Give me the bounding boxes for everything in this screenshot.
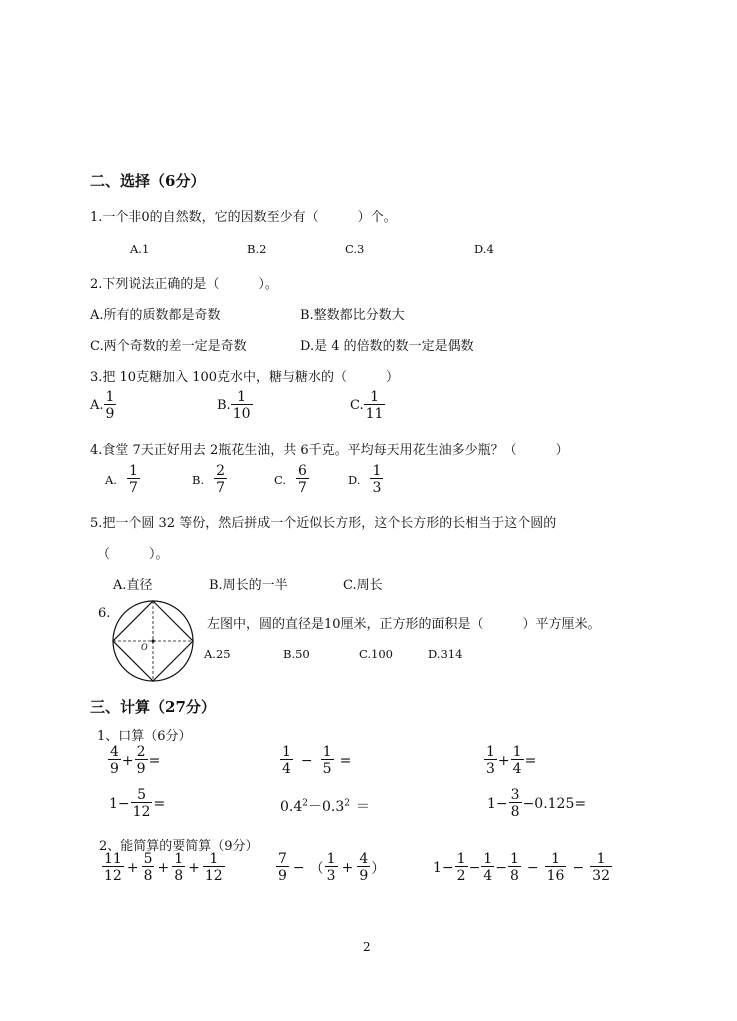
numerator: 1 — [512, 744, 522, 760]
question-6: 左图中，圆的直径是10厘米，正方形的面积是（ ）平方厘米。 — [207, 617, 601, 632]
q5-option-c: C.周长 — [343, 578, 383, 593]
fraction — [325, 852, 338, 883]
numerator: 1 — [456, 851, 466, 867]
numerator: 1 — [483, 851, 493, 867]
denominator: 3 — [326, 868, 336, 884]
suffix: −0.125= — [522, 795, 587, 812]
numerator: 1 — [551, 851, 560, 867]
q3-option-b — [217, 390, 253, 421]
denominator: 9 — [110, 761, 119, 777]
denominator: 4 — [512, 761, 522, 777]
option-letter: A. — [105, 472, 117, 487]
option-letter: C. — [350, 398, 364, 413]
fraction — [545, 852, 567, 883]
oral-expression-1 — [108, 745, 161, 776]
numerator: 1 — [174, 851, 184, 867]
denominator: 7 — [216, 480, 226, 496]
right-paren: ） — [371, 860, 386, 877]
q2-option-b: B.整数都比分数大 — [300, 308, 405, 323]
fraction — [135, 745, 148, 776]
q6-option-b: B.50 — [283, 647, 310, 661]
circle-square-figure — [108, 598, 200, 684]
denominator: 9 — [136, 761, 146, 777]
numerator: 1 — [209, 851, 219, 867]
center-label: O — [141, 642, 148, 652]
page-number: 2 — [363, 940, 371, 954]
operator: + — [121, 752, 134, 769]
fraction — [364, 390, 386, 421]
subsection-simplify: 2、能简算的要简算（9分） — [99, 839, 259, 854]
operator: − — [495, 859, 507, 876]
fraction — [280, 745, 293, 776]
numerator: 4 — [110, 744, 119, 760]
fraction — [108, 745, 121, 776]
fraction — [203, 852, 225, 883]
numerator: 6 — [298, 463, 307, 479]
question-2: 2.下列说法正确的是（ ）。 — [90, 277, 278, 292]
denominator: 32 — [592, 868, 610, 884]
fraction — [127, 464, 140, 495]
fraction — [321, 745, 334, 776]
prefix: 1− — [109, 795, 130, 812]
numerator: 1 — [370, 389, 379, 405]
fraction — [509, 788, 522, 819]
denominator: 8 — [174, 868, 184, 884]
denominator: 10 — [232, 406, 251, 422]
numerator: 2 — [136, 744, 146, 760]
operator: + — [126, 859, 139, 876]
option-letter: B. — [192, 472, 205, 487]
equals-sign: = — [339, 752, 352, 769]
operator: + — [341, 859, 354, 876]
fraction — [484, 745, 497, 776]
q5-option-b: B.周长的一半 — [209, 578, 288, 593]
numerator: 1 — [326, 851, 336, 867]
denominator: 8 — [510, 804, 520, 820]
denominator: 5 — [322, 761, 332, 777]
question-5-line1: 5.把一个圆 32 等份，然后拼成一个近似长方形，这个长方形的长相当于这个圆的 — [90, 516, 557, 531]
fraction — [590, 852, 612, 883]
q4-option-c — [274, 464, 309, 495]
oral-expression-4 — [108, 788, 166, 819]
fraction — [142, 852, 155, 883]
question-5-line2: （ ）。 — [97, 547, 169, 562]
denominator: 9 — [359, 868, 369, 884]
q6-option-d: D.314 — [428, 647, 463, 661]
fraction — [508, 852, 521, 883]
section-title-choice: 二、选择（6分） — [90, 172, 206, 190]
simplify-expression-1 — [102, 852, 225, 883]
operator: + — [497, 752, 510, 769]
denominator: 4 — [282, 761, 291, 777]
fraction — [172, 852, 185, 883]
denominator: 11 — [365, 406, 384, 422]
fraction — [131, 788, 153, 819]
q3-option-a — [90, 390, 116, 421]
denominator: 3 — [372, 480, 382, 496]
question-1: 1.一个非0的自然数，它的因数至少有（ ）个。 — [90, 210, 397, 225]
numerator: 1 — [128, 463, 138, 479]
fraction — [102, 852, 124, 883]
operator: − — [468, 859, 481, 876]
q1-option-a: A.1 — [130, 242, 150, 256]
prefix: 1− — [487, 795, 508, 812]
q3-option-c — [350, 390, 385, 421]
numerator: 1 — [486, 744, 495, 760]
oral-expression-2 — [280, 745, 352, 776]
numerator: 1 — [237, 389, 247, 405]
option-letter: B. — [217, 398, 231, 413]
option-letter: C. — [274, 472, 287, 487]
denominator: 12 — [132, 804, 151, 820]
fraction — [455, 852, 468, 883]
q6-option-a: A.25 — [204, 647, 231, 661]
numerator: 1 — [372, 463, 382, 479]
oral-expression-6 — [486, 788, 587, 819]
center-point — [151, 639, 154, 642]
oral-expression-3 — [484, 745, 537, 776]
option-letter: D. — [348, 472, 361, 487]
fraction — [511, 745, 524, 776]
operator: + — [188, 859, 200, 876]
denominator: 7 — [298, 480, 307, 496]
denominator: 8 — [509, 868, 519, 884]
denominator: 4 — [483, 868, 493, 884]
denominator: 12 — [204, 868, 223, 884]
equals-sign: = — [153, 795, 166, 812]
numerator: 7 — [278, 851, 287, 867]
q5-option-a: A.直径 — [113, 578, 153, 593]
base: 0.4 — [280, 799, 303, 815]
simplify-expression-2 — [276, 852, 386, 883]
exponent: 2 — [302, 798, 308, 809]
operator: − — [526, 859, 539, 876]
fraction — [231, 390, 253, 421]
q6-option-c: C.100 — [359, 647, 393, 661]
equals-sign: = — [524, 752, 537, 769]
denominator: 16 — [546, 868, 565, 884]
question-3: 3.把 10克糖加入 100克水中，糖与糖水的（ ） — [90, 370, 400, 385]
question-6-number: 6. — [98, 606, 111, 621]
numerator: 5 — [137, 787, 147, 803]
fraction — [104, 390, 117, 421]
fraction — [296, 464, 309, 495]
subsection-oral: 1、口算（6分） — [97, 729, 192, 744]
numerator: 1 — [282, 744, 291, 760]
q1-option-b: B.2 — [247, 242, 267, 256]
oral-expression-5 — [280, 796, 370, 816]
numerator: 4 — [359, 851, 369, 867]
operator: − — [300, 752, 313, 769]
q4-option-a — [105, 464, 140, 495]
q1-option-c: C.3 — [345, 242, 365, 256]
numerator: 11 — [104, 851, 122, 867]
equals-sign: = — [148, 752, 161, 769]
fraction — [214, 464, 227, 495]
numerator: 3 — [510, 787, 520, 803]
exponent: 2 — [344, 798, 350, 809]
equals-sign: ＝ — [356, 799, 370, 815]
q4-option-b — [192, 464, 227, 495]
question-4: 4.食堂 7天正好用去 2瓶花生油，共 6千克。平均每天用花生油多少瓶？（ ） — [90, 443, 569, 458]
denominator: 9 — [278, 868, 287, 884]
denominator: 8 — [143, 868, 153, 884]
left-paren: （ — [309, 860, 324, 877]
numerator: 1 — [105, 389, 115, 405]
q2-option-d: D.是 4 的倍数的数一定是偶数 — [300, 339, 474, 354]
q4-option-d — [348, 464, 383, 495]
prefix: 1− — [433, 859, 454, 876]
denominator: 2 — [456, 868, 466, 884]
fraction — [276, 852, 289, 883]
operator: − — [292, 859, 305, 876]
q2-option-a: A.所有的质数都是奇数 — [90, 308, 221, 323]
denominator: 12 — [104, 868, 122, 884]
operand: －0.3 — [308, 799, 345, 815]
numerator: 1 — [322, 744, 332, 760]
numerator: 1 — [509, 851, 519, 867]
fraction — [357, 852, 370, 883]
section-title-calc: 三、计算（27分） — [90, 698, 216, 716]
option-letter: A. — [90, 398, 104, 413]
fraction — [370, 464, 383, 495]
denominator: 3 — [486, 761, 495, 777]
q2-option-c: C.两个奇数的差一定是奇数 — [90, 339, 247, 354]
operator: + — [157, 859, 170, 876]
operator: − — [572, 859, 585, 876]
fraction — [481, 852, 494, 883]
numerator: 5 — [143, 851, 153, 867]
simplify-expression-3 — [432, 852, 612, 883]
numerator: 1 — [596, 851, 606, 867]
q1-option-d: D.4 — [474, 242, 494, 256]
denominator: 9 — [105, 406, 115, 422]
denominator: 7 — [128, 480, 138, 496]
numerator: 2 — [216, 463, 226, 479]
